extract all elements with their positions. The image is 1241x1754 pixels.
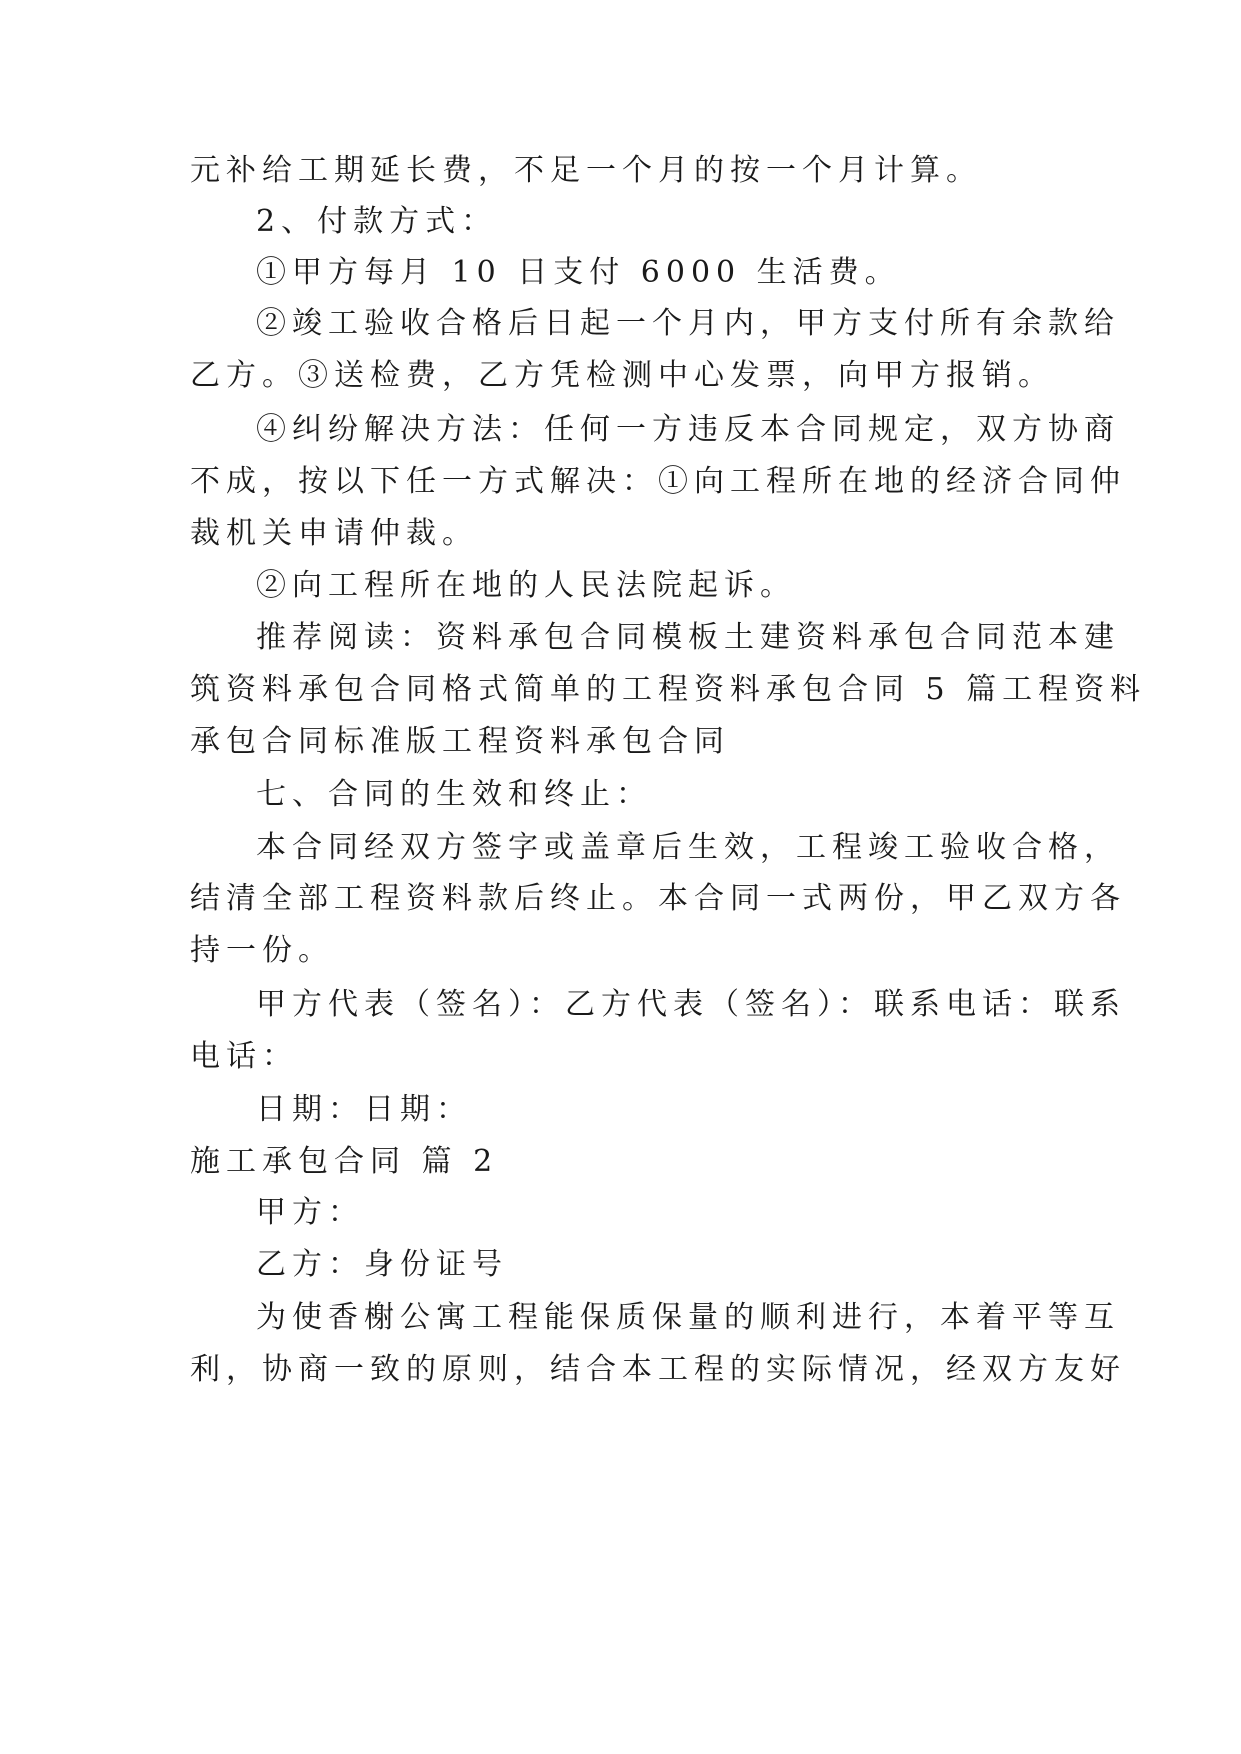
text-line: 不成，按以下任一方式解决：①向工程所在地的经济合同仲 [190, 464, 1126, 499]
text-line: 乙方：身份证号 [256, 1247, 508, 1282]
text-line: 乙方。③送检费，乙方凭检测中心发票，向甲方报销。 [190, 358, 1054, 393]
text-line: 利，协商一致的原则，结合本工程的实际情况，经双方友好 [190, 1352, 1126, 1387]
text-line: 筑资料承包合同格式简单的工程资料承包合同 5 篇工程资料 [190, 672, 1147, 707]
text-line: 推荐阅读：资料承包合同模板土建资料承包合同范本建 [256, 620, 1120, 655]
text-line: 本合同经双方签字或盖章后生效，工程竣工验收合格， [256, 830, 1120, 865]
text-line: 甲方： [256, 1195, 364, 1230]
text-line: 日期：日期： [256, 1092, 472, 1127]
text-line: 2、付款方式： [256, 204, 498, 239]
text-line: 电话： [190, 1039, 298, 1074]
text-line: ②向工程所在地的人民法院起诉。 [256, 568, 796, 603]
text-line: 七、合同的生效和终止： [256, 777, 652, 812]
text-line: 裁机关申请仲裁。 [190, 516, 478, 551]
text-line: 持一份。 [190, 933, 334, 968]
text-line: 甲方代表（签名）：乙方代表（签名）：联系电话：联系 [256, 987, 1126, 1022]
section-heading: 施工承包合同 篇 2 [190, 1144, 499, 1179]
text-line: ①甲方每月 10 日支付 6000 生活费。 [256, 255, 901, 290]
text-line: 元补给工期延长费，不足一个月的按一个月计算。 [190, 153, 982, 188]
text-line: ②竣工验收合格后日起一个月内，甲方支付所有余款给 [256, 306, 1120, 341]
text-line: 结清全部工程资料款后终止。本合同一式两份，甲乙双方各 [190, 881, 1126, 916]
text-line: ④纠纷解决方法：任何一方违反本合同规定，双方协商 [256, 412, 1120, 447]
text-line: 为使香榭公寓工程能保质保量的顺利进行，本着平等互 [256, 1300, 1120, 1335]
text-line: 承包合同标准版工程资料承包合同 [190, 724, 730, 759]
